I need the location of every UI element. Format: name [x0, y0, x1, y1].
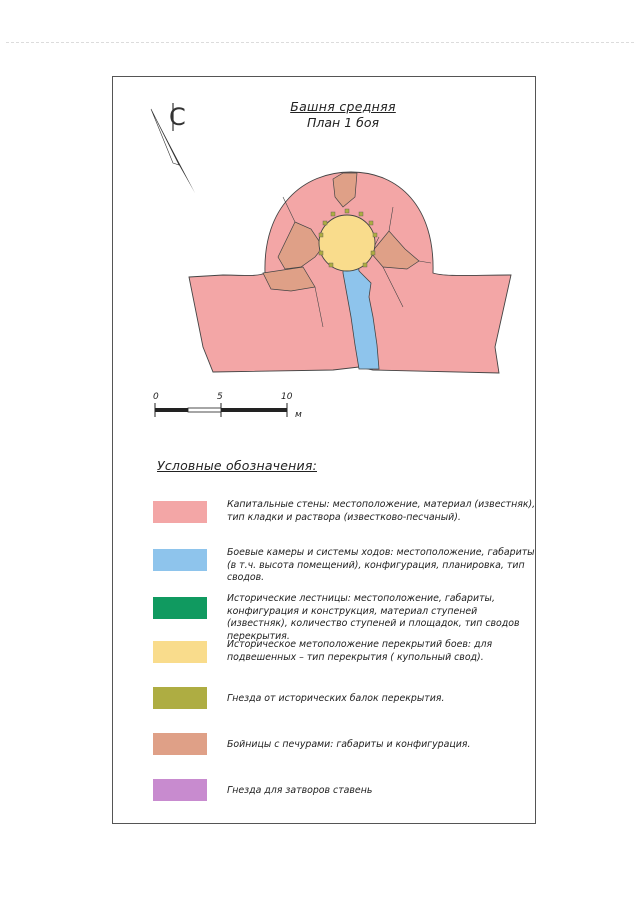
beam-socket: [371, 251, 375, 255]
scale-bar: [151, 389, 311, 425]
drawing-sheet: [112, 76, 536, 824]
scale-unit: м: [295, 410, 302, 420]
beam-socket: [329, 263, 333, 267]
legend-item-capital-walls: [153, 499, 536, 539]
legend-item-beam-sockets: [153, 687, 533, 727]
scale-segment-dark: [155, 408, 188, 412]
legend-swatch: [153, 597, 207, 619]
tower-plan: [183, 167, 513, 382]
beam-socket: [323, 221, 327, 225]
legend-swatch: [153, 733, 207, 755]
legend-text: Исторические лестницы: местоположение, габариты, конфигурация и конструкция, материал ступеней (известняк), количество ступеней и площадок, тип сводов перекрытия.: [227, 593, 520, 642]
legend-text: Бойницы с печурами: габариты и конфигурация.: [227, 739, 471, 750]
legend-text: Гнезда для затворов ставень: [227, 785, 373, 796]
legend-text: Капитальные стены: местоположение, материал (известняк), тип кладки и раствора (известково-песчаный).: [227, 499, 536, 523]
scale-segment-dark: [221, 408, 287, 412]
legend-title: Условные обозначения:: [157, 458, 317, 473]
drawing-title: Башня средняя: [290, 99, 396, 114]
legend-item-embrasures: [153, 733, 533, 773]
legend-text: Боевые камеры и системы ходов: местоположение, габариты (в т.ч. высота помещений), конфигурация, планировка, тип сводов.: [227, 547, 535, 583]
title-block: [263, 99, 423, 130]
legend-swatch: [153, 779, 207, 801]
legend-item-passages: [153, 547, 533, 587]
legend-swatch: [153, 641, 207, 663]
legend-text: Гнезда от исторических балок перекрытия.: [227, 693, 445, 704]
page-top-rule: [6, 42, 634, 43]
drawing-subtitle: План 1 боя: [307, 115, 379, 130]
beam-socket: [319, 251, 323, 255]
beam-socket: [373, 233, 377, 237]
legend-swatch: [153, 549, 207, 571]
legend-item-stairs: [153, 593, 533, 642]
dome-floor-circle: [319, 215, 375, 271]
north-letter: С: [169, 103, 186, 131]
legend-item-shutter-sockets: [153, 779, 533, 819]
beam-socket: [359, 212, 363, 216]
scale-tick-5: 5: [217, 392, 223, 402]
beam-socket: [363, 263, 367, 267]
legend-swatch: [153, 687, 207, 709]
legend-swatch: [153, 501, 207, 523]
legend-text: Историческое метоположение перекрытий боев: для подвешенных – тип перекрытия ( купольный свод).: [227, 639, 493, 663]
beam-socket: [331, 212, 335, 216]
beam-socket: [345, 209, 349, 213]
beam-socket: [369, 221, 373, 225]
beam-socket: [319, 233, 323, 237]
scale-tick-0: 0: [153, 392, 159, 402]
scale-tick-10: 10: [281, 392, 293, 402]
legend-item-dome: [153, 639, 533, 679]
